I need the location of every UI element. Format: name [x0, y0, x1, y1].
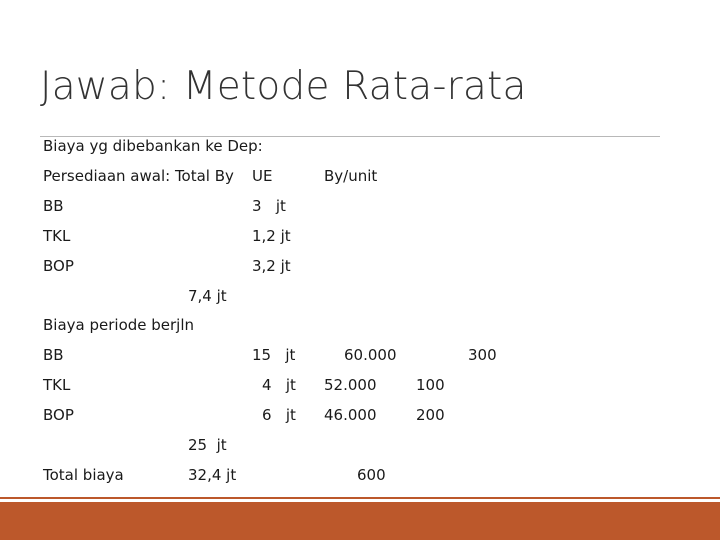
- s2-row-tkl-ue: 52.000: [324, 376, 377, 394]
- s2-row-bb-by-unit: 300: [468, 346, 497, 364]
- s1-row-bop-label: BOP: [43, 257, 74, 275]
- s2-row-bb-label: BB: [43, 346, 64, 364]
- s1-row-bb-value: 3 jt: [252, 197, 286, 215]
- s1-subtotal: 7,4 jt: [188, 287, 227, 305]
- s2-subtotal: 25 jt: [188, 436, 227, 454]
- row-header-label: Persediaan awal: Total By: [43, 167, 234, 185]
- s2-row-bop-value: 6 jt: [262, 406, 296, 424]
- footer-accent-bar: [0, 502, 720, 540]
- s2-row-bop-ue: 46.000: [324, 406, 377, 424]
- section1-heading: Biaya yg dibebankan ke Dep:: [43, 137, 263, 155]
- s2-row-bb-ue: 60.000: [344, 346, 397, 364]
- total-by-unit: 600: [357, 466, 386, 484]
- total-label: Total biaya: [43, 466, 124, 484]
- footer-accent-line: [0, 497, 720, 499]
- s1-row-bop-value: 3,2 jt: [252, 257, 291, 275]
- s2-row-bop-label: BOP: [43, 406, 74, 424]
- s2-row-tkl-value: 4 jt: [262, 376, 296, 394]
- s2-row-bop-by-unit: 200: [416, 406, 445, 424]
- s2-row-tkl-label: TKL: [43, 376, 71, 394]
- s1-row-bb-label: BB: [43, 197, 64, 215]
- row-header-by-unit: By/unit: [324, 167, 378, 185]
- slide-title: Jawab: Metode Rata-rata: [40, 64, 527, 109]
- s2-row-bb-value: 15 jt: [252, 346, 296, 364]
- s2-row-tkl-by-unit: 100: [416, 376, 445, 394]
- s1-row-tkl-value: 1,2 jt: [252, 227, 291, 245]
- total-value: 32,4 jt: [188, 466, 237, 484]
- s1-row-tkl-label: TKL: [43, 227, 71, 245]
- section2-heading: Biaya periode berjln: [43, 316, 195, 334]
- row-header-ue: UE: [252, 167, 273, 185]
